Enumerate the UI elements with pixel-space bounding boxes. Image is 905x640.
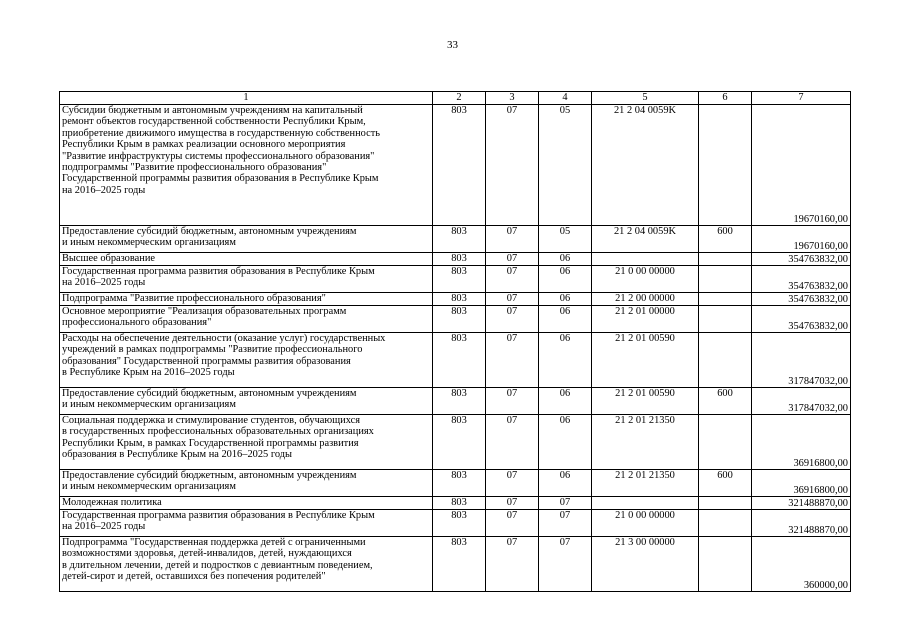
amount-cell: 317847032,00 [752, 333, 851, 388]
ministry-code-cell: 803 [433, 388, 486, 415]
expense-type-code-cell: 600 [699, 388, 752, 415]
header-col-4: 4 [539, 92, 592, 105]
expense-type-code-cell [699, 105, 752, 226]
table-row [60, 266, 851, 293]
target-item-code-cell: 21 0 00 00000 [592, 266, 699, 293]
section-code-cell: 07 [486, 470, 539, 497]
row-description-cell [60, 537, 433, 592]
description-line: на 2016–2025 годы [62, 184, 146, 196]
subsection-code-cell: 05 [539, 226, 592, 253]
budget-table [59, 91, 851, 592]
subsection-code-cell: 06 [539, 415, 592, 470]
expense-type-code-cell [699, 306, 752, 333]
description-line: "Развитие инфраструктуры системы профессионального образования" [62, 150, 375, 162]
ministry-code-cell: 803 [433, 253, 486, 266]
row-description-cell [60, 253, 433, 266]
section-code-cell: 07 [486, 306, 539, 333]
description-line: Государственная программа развития образования в Республике Крым [62, 510, 375, 521]
section-code-cell: 07 [486, 266, 539, 293]
description-line: Расходы на обеспечение деятельности (оказание услуг) государственных [62, 333, 386, 344]
target-item-code-cell: 21 2 01 00590 [592, 388, 699, 415]
description-line: и иным некоммерческим организациям [62, 481, 236, 493]
ministry-code-cell: 803 [433, 293, 486, 306]
expense-type-code-cell: 600 [699, 226, 752, 253]
header-col-1: 1 [60, 92, 433, 105]
ministry-code-cell: 803 [433, 105, 486, 226]
description-line: подпрограммы "Развитие профессионального образования" [62, 162, 327, 174]
description-line: учреждений в рамках подпрограммы "Развитие профессионального [62, 344, 363, 356]
row-description-cell [60, 293, 433, 306]
description-line: Государственная программа развития образования в Республике Крым [62, 266, 375, 277]
description-line: возможностями здоровья, детей-инвалидов, детей, нуждающихся [62, 548, 352, 560]
section-code-cell: 07 [486, 510, 539, 537]
amount-cell: 317847032,00 [752, 388, 851, 415]
header-col-2: 2 [433, 92, 486, 105]
subsection-code-cell: 06 [539, 470, 592, 497]
table-row [60, 105, 851, 226]
target-item-code-cell [592, 497, 699, 510]
expense-type-code-cell [699, 497, 752, 510]
section-code-cell: 07 [486, 253, 539, 266]
ministry-code-cell: 803 [433, 497, 486, 510]
description-line: Высшее образование [62, 253, 155, 264]
description-line: Республики Крым в рамках реализации основного мероприятия [62, 139, 346, 151]
row-description-cell [60, 266, 433, 293]
expense-type-code-cell [699, 537, 752, 592]
row-description-cell [60, 415, 433, 470]
header-col-3: 3 [486, 92, 539, 105]
table-row [60, 306, 851, 333]
page-number: 33 [447, 39, 458, 51]
description-line: Подпрограмма "Государственная поддержка детей с ограниченными [62, 537, 366, 548]
table-row [60, 497, 851, 510]
amount-cell: 354763832,00 [752, 266, 851, 293]
description-line: Республики Крым, в рамках Государственной программы развития [62, 437, 359, 449]
description-line: в длительном лечении, детей и подростков с девиантным поведением, [62, 559, 373, 571]
amount-cell: 321488870,00 [752, 497, 851, 510]
description-line: приобретение движимого имущества в государственную собственность [62, 127, 381, 139]
section-code-cell: 07 [486, 105, 539, 226]
section-code-cell: 07 [486, 333, 539, 388]
description-line: Государственной программы развития образования в Республике Крым [62, 173, 379, 185]
subsection-code-cell: 05 [539, 105, 592, 226]
description-line: Молодежная политика [62, 497, 162, 508]
table-row [60, 510, 851, 537]
expense-type-code-cell [699, 333, 752, 388]
row-description-cell [60, 306, 433, 333]
row-description-cell [60, 510, 433, 537]
table-header-row [60, 92, 851, 105]
subsection-code-cell: 06 [539, 266, 592, 293]
table-row [60, 226, 851, 253]
target-item-code-cell: 21 2 04 0059K [592, 226, 699, 253]
description-line: детей-сирот и детей, оставшихся без попечения родителей" [62, 571, 326, 583]
row-description-cell [60, 333, 433, 388]
expense-type-code-cell [699, 510, 752, 537]
table-row [60, 537, 851, 592]
target-item-code-cell: 21 0 00 00000 [592, 510, 699, 537]
subsection-code-cell: 07 [539, 510, 592, 537]
target-item-code-cell: 21 2 01 21350 [592, 415, 699, 470]
description-line: Предоставление субсидий бюджетным, автономным учреждениям [62, 470, 357, 481]
expense-type-code-cell [699, 415, 752, 470]
description-line: ремонт объектов государственной собственности Республики Крым, [62, 116, 366, 128]
amount-cell: 36916800,00 [752, 415, 851, 470]
description-line: Субсидии бюджетным и автономным учреждениям на капитальный [62, 105, 363, 116]
row-description-cell [60, 105, 433, 226]
target-item-code-cell [592, 253, 699, 266]
ministry-code-cell: 803 [433, 537, 486, 592]
table-row [60, 415, 851, 470]
expense-type-code-cell [699, 266, 752, 293]
subsection-code-cell: 06 [539, 253, 592, 266]
description-line: Предоставление субсидий бюджетным, автономным учреждениям [62, 388, 357, 399]
description-line: образования в Республике Крым на 2016–2025 годы [62, 449, 292, 461]
section-code-cell: 07 [486, 415, 539, 470]
description-line: и иным некоммерческим организациям [62, 399, 236, 411]
row-description-cell [60, 470, 433, 497]
subsection-code-cell: 07 [539, 537, 592, 592]
target-item-code-cell: 21 2 04 0059K [592, 105, 699, 226]
ministry-code-cell: 803 [433, 306, 486, 333]
description-line: Основное мероприятие "Реализация образовательных программ [62, 306, 347, 317]
amount-cell: 19670160,00 [752, 105, 851, 226]
description-line: Подпрограмма "Развитие профессионального образования" [62, 293, 326, 304]
target-item-code-cell: 21 2 00 00000 [592, 293, 699, 306]
description-line: профессионального образования" [62, 317, 212, 329]
ministry-code-cell: 803 [433, 266, 486, 293]
ministry-code-cell: 803 [433, 226, 486, 253]
target-item-code-cell: 21 2 01 00590 [592, 333, 699, 388]
header-col-6: 6 [699, 92, 752, 105]
amount-cell: 19670160,00 [752, 226, 851, 253]
subsection-code-cell: 06 [539, 306, 592, 333]
target-item-code-cell: 21 2 01 21350 [592, 470, 699, 497]
expense-type-code-cell: 600 [699, 470, 752, 497]
target-item-code-cell: 21 3 00 00000 [592, 537, 699, 592]
section-code-cell: 07 [486, 497, 539, 510]
table-row [60, 470, 851, 497]
header-col-5: 5 [592, 92, 699, 105]
section-code-cell: 07 [486, 226, 539, 253]
row-description-cell [60, 388, 433, 415]
description-line: Предоставление субсидий бюджетным, автономным учреждениям [62, 226, 357, 237]
description-line: на 2016–2025 годы [62, 521, 146, 533]
expense-type-code-cell [699, 253, 752, 266]
section-code-cell: 07 [486, 293, 539, 306]
amount-cell: 36916800,00 [752, 470, 851, 497]
amount-cell: 354763832,00 [752, 293, 851, 306]
amount-cell: 354763832,00 [752, 306, 851, 333]
subsection-code-cell: 07 [539, 497, 592, 510]
expense-type-code-cell [699, 293, 752, 306]
row-description-cell [60, 497, 433, 510]
ministry-code-cell: 803 [433, 333, 486, 388]
subsection-code-cell: 06 [539, 333, 592, 388]
description-line: в Республике Крым на 2016–2025 годы [62, 367, 235, 379]
description-line: и иным некоммерческим организациям [62, 237, 236, 249]
section-code-cell: 07 [486, 537, 539, 592]
ministry-code-cell: 803 [433, 510, 486, 537]
header-col-7: 7 [752, 92, 851, 105]
target-item-code-cell: 21 2 01 00000 [592, 306, 699, 333]
table-row [60, 333, 851, 388]
description-line: образования" Государственной программы развития образования [62, 355, 351, 367]
amount-cell: 360000,00 [752, 537, 851, 592]
ministry-code-cell: 803 [433, 470, 486, 497]
ministry-code-cell: 803 [433, 415, 486, 470]
table-row [60, 293, 851, 306]
amount-cell: 354763832,00 [752, 253, 851, 266]
subsection-code-cell: 06 [539, 293, 592, 306]
table-row [60, 388, 851, 415]
subsection-code-cell: 06 [539, 388, 592, 415]
section-code-cell: 07 [486, 388, 539, 415]
description-line: Социальная поддержка и стимулирование студентов, обучающихся [62, 415, 361, 426]
amount-cell: 321488870,00 [752, 510, 851, 537]
row-description-cell [60, 226, 433, 253]
table-row [60, 253, 851, 266]
description-line: на 2016–2025 годы [62, 277, 146, 289]
description-line: в государственных профессиональных образовательных организациях [62, 426, 374, 438]
